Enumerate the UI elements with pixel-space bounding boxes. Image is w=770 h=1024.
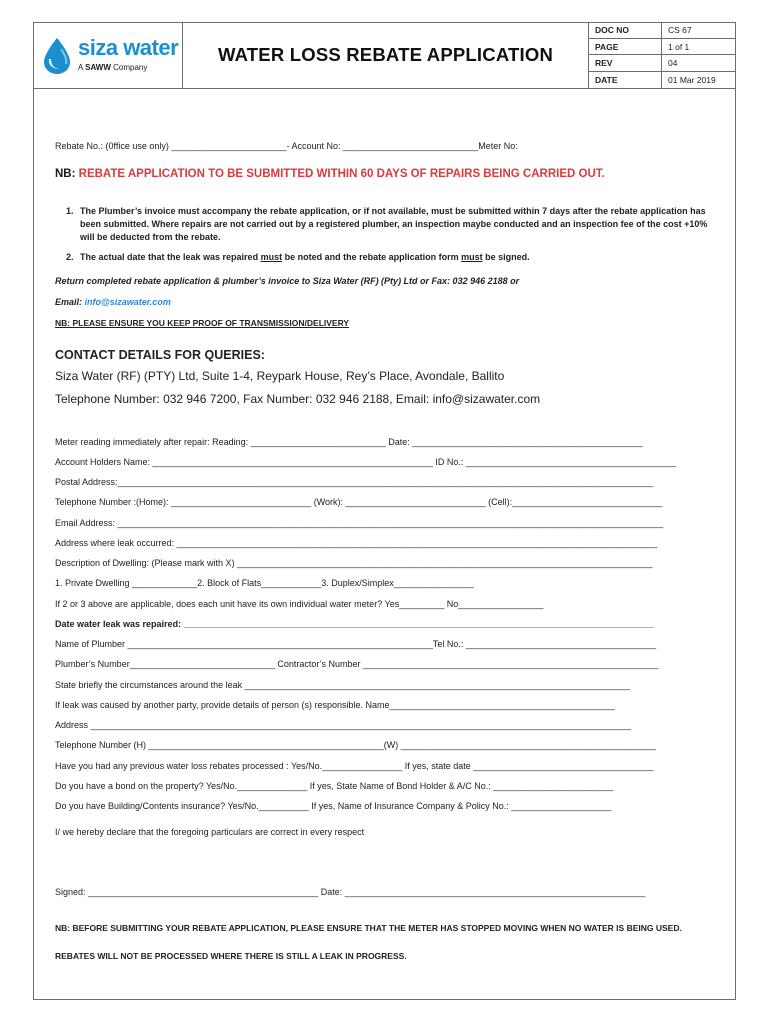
field-bond[interactable]: Do you have a bond on the property? Yes/No.______________ If yes, State Name of Bond Holder & A/C No.: ________________________ — [55, 781, 614, 791]
instruction-text: The Plumber’s invoice must accompany the rebate application, or if not available, must be submitted within 7 days after the rebate application has been submitted. Where repairs are not carried out by a registered plumber, an inspection maybe conducted and an inspection fee of the cost +10% will be deducted from the rebate. — [80, 206, 708, 242]
logo-tagline: A SAWW Company — [78, 63, 148, 72]
title-cell — [183, 22, 589, 88]
email-label: Email: — [55, 297, 85, 307]
field-leak-address[interactable]: Address where leak occurred: ________________________________________________________________________________________________ — [55, 538, 658, 548]
instruction-item: 1. The Plumber’s invoice must accompany the rebate application, or if not available, must be submitted within 7 days after the rebate application has been submitted. Where repairs are not carried out by a registered plumber, an inspection maybe conducted and an inspection fee of the cost +10% will be deducted from the rebate. — [66, 205, 716, 244]
water-drop-icon — [41, 37, 73, 75]
field-account-holder-name[interactable]: Account Holders Name: ________________________________________________________ ID No.: __________________________________________ — [55, 457, 677, 467]
field-postal-address[interactable]: Postal Address:___________________________________________________________________________________________________________ — [55, 477, 654, 487]
document-header — [33, 22, 736, 89]
instruction-item: 2. The actual date that the leak was repaired must be noted and the rebate application form must be signed. — [66, 252, 530, 262]
final-leak-note: REBATES WILL NOT BE PROCESSED WHERE THERE IS STILL A LEAK IN PROGRESS. — [55, 951, 407, 961]
meta-label-doc-no: DOC NO — [589, 22, 662, 39]
field-previous-rebates[interactable]: Have you had any previous water loss rebates processed : Yes/No.________________ If yes, state date ____________________________________ — [55, 761, 654, 771]
logo — [33, 22, 183, 88]
field-email-address[interactable]: Email Address: _____________________________________________________________________________________________________________ — [55, 518, 664, 528]
field-plumber-name[interactable]: Name of Plumber _____________________________________________________________Tel No.: ______________________________________ — [55, 639, 657, 649]
meta-label-page: PAGE — [589, 39, 662, 56]
field-dwelling-description[interactable]: Description of Dwelling: (Please mark with X) ___________________________________________________________________________________ — [55, 558, 653, 568]
nb-label: NB: — [55, 168, 76, 180]
field-responsible-address[interactable]: Address ____________________________________________________________________________________________________________ — [55, 720, 632, 730]
field-dwelling-type[interactable]: 1. Private Dwelling _____________2. Block of Flats____________3. Duplex/Simplex________________ — [55, 578, 474, 588]
field-leak-circumstances[interactable]: State briefly the circumstances around the leak _____________________________________________________________________________ — [55, 680, 631, 690]
meta-value-page: 1 of 1 — [662, 39, 736, 56]
proof-of-transmission-note: NB: PLEASE ENSURE YOU KEEP PROOF OF TRANSMISSION/DELIVERY — [55, 318, 350, 328]
meta-value-date: 01 Mar 2019 — [668, 74, 716, 85]
signature-date-line[interactable]: Signed: ______________________________________________ Date: ____________________________________________________________ — [55, 887, 646, 897]
field-repair-date[interactable]: Date water leak was repaired: ______________________________________________________________________________________________ — [55, 619, 655, 629]
document-title: WATER LOSS REBATE APPLICATION — [217, 44, 554, 65]
email-line — [55, 297, 171, 307]
field-responsible-party[interactable]: If leak was caused by another party, provide details of person (s) responsible. Name_____________________________________________ — [55, 700, 615, 710]
declaration: I/ we hereby declare that the foregoing particulars are correct in every respect — [55, 827, 365, 837]
field-meter-reading[interactable]: Meter reading immediately after repair: Reading: ___________________________ Date: ______________________________________________ — [55, 437, 643, 447]
meta-value-rev: 04 — [662, 55, 736, 72]
email-link[interactable]: info@sizawater.com — [84, 297, 171, 307]
nb-submission-deadline — [55, 168, 720, 180]
logo-wordmark: siza water — [78, 35, 179, 60]
contact-phone: Telephone Number: 032 946 7200, Fax Number: 032 946 2188, Email: info@sizawater.com — [55, 392, 541, 406]
meta-label-rev: REV — [589, 55, 662, 72]
return-instructions: Return completed rebate application & plumber’s invoice to Siza Water (RF) (Pty) Ltd or Fax: 032 946 2188 or — [55, 276, 520, 286]
rebate-account-meter-line[interactable]: Rebate No.: (0ffice use only) _______________________- Account No: ___________________________Meter No: — [55, 141, 518, 151]
meta-label-date: DATE — [589, 72, 662, 89]
field-insurance[interactable]: Do you have Building/Contents insurance? Yes/No.__________ If yes, Name of Insurance Company & Policy No.: ____________________ — [55, 801, 612, 811]
field-plumber-number[interactable]: Plumber’s Number_____________________________ Contractor’s Number ___________________________________________________________ — [55, 659, 659, 669]
contact-heading: CONTACT DETAILS FOR QUERIES: — [55, 348, 265, 362]
contact-address: Siza Water (RF) (PTY) Ltd, Suite 1-4, Reypark House, Rey’s Place, Avondale, Ballito — [55, 369, 505, 383]
field-responsible-telephone[interactable]: Telephone Number (H) _______________________________________________(W) ___________________________________________________ — [55, 740, 657, 750]
nb-deadline-text: REBATE APPLICATION TO BE SUBMITTED WITHIN 60 DAYS OF REPAIRS BEING CARRIED OUT. — [75, 168, 605, 180]
final-meter-note: NB: BEFORE SUBMITTING YOUR REBATE APPLICATION, PLEASE ENSURE THAT THE METER HAS STOPPED MOVING WHEN NO WATER IS BEING USED. — [55, 923, 682, 933]
meta-value-doc-no: CS 67 — [662, 22, 736, 39]
instruction-text: The actual date that the leak was repaired must be noted and the rebate application form must be signed. — [80, 252, 530, 262]
document-meta-table — [589, 22, 736, 88]
field-telephone-numbers[interactable]: Telephone Number :(Home): ____________________________ (Work): ____________________________ (Cell):______________________________ — [55, 497, 663, 507]
field-individual-meter[interactable]: If 2 or 3 above are applicable, does each unit have its own individual water meter? Yes_________ No_________________ — [55, 599, 544, 609]
instructions-list — [66, 205, 716, 271]
